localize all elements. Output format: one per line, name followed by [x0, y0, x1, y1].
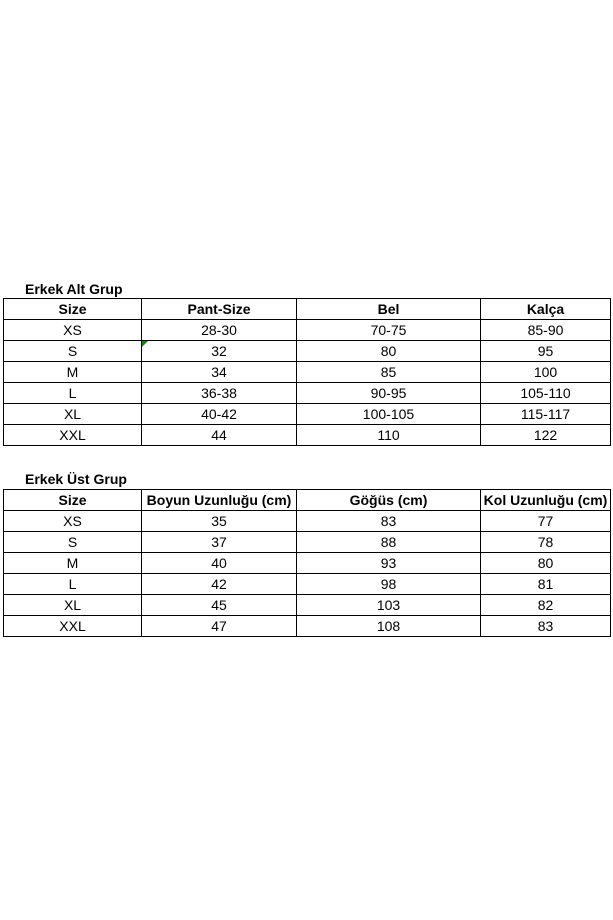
- cell-bel: 80: [297, 341, 481, 362]
- header-bel: Bel: [297, 299, 481, 320]
- table-row: [4, 383, 611, 404]
- cell-kalca: 115-117: [481, 404, 611, 425]
- cell-size: M: [4, 362, 142, 383]
- cell-pant-size: 32: [142, 341, 297, 362]
- table-header-row: [4, 299, 611, 320]
- cell-boyun: 45: [142, 595, 297, 616]
- table-row: [4, 362, 611, 383]
- cell-bel: 85: [297, 362, 481, 383]
- table-row: [4, 404, 611, 425]
- cell-pant-size: 34: [142, 362, 297, 383]
- cell-boyun: 35: [142, 511, 297, 532]
- cell-kol: 80: [481, 553, 611, 574]
- cell-kol: 83: [481, 616, 611, 637]
- cell-pant-size: 44: [142, 425, 297, 446]
- cell-kol: 81: [481, 574, 611, 595]
- table-alt-grup: [3, 298, 611, 446]
- header-boyun-uzunlugu: Boyun Uzunluğu (cm): [142, 490, 297, 511]
- table-row: [4, 511, 611, 532]
- cell-size: S: [4, 341, 142, 362]
- header-pant-size: Pant-Size: [142, 299, 297, 320]
- cell-gogus: 108: [297, 616, 481, 637]
- section-title-ust-grup: Erkek Üst Grup: [25, 471, 127, 487]
- table-ust-grup: [3, 489, 611, 637]
- cell-gogus: 103: [297, 595, 481, 616]
- cell-bel: 90-95: [297, 383, 481, 404]
- header-gogus: Göğüs (cm): [297, 490, 481, 511]
- section-title-alt-grup: Erkek Alt Grup: [25, 281, 123, 297]
- cell-kalca: 122: [481, 425, 611, 446]
- cell-pant-size: 28-30: [142, 320, 297, 341]
- cell-pant-size: 36-38: [142, 383, 297, 404]
- table-row: [4, 574, 611, 595]
- cell-bel: 100-105: [297, 404, 481, 425]
- cell-gogus: 83: [297, 511, 481, 532]
- cell-boyun: 47: [142, 616, 297, 637]
- cell-bel: 70-75: [297, 320, 481, 341]
- cell-kalca: 100: [481, 362, 611, 383]
- cell-size: S: [4, 532, 142, 553]
- table-row: [4, 320, 611, 341]
- cell-size: L: [4, 574, 142, 595]
- table-row: [4, 553, 611, 574]
- cell-size: M: [4, 553, 142, 574]
- cell-kol: 78: [481, 532, 611, 553]
- comment-indicator-icon: [142, 341, 148, 347]
- cell-size: XXL: [4, 616, 142, 637]
- header-size: Size: [4, 490, 142, 511]
- cell-pant-size: 40-42: [142, 404, 297, 425]
- cell-size: XL: [4, 595, 142, 616]
- cell-gogus: 98: [297, 574, 481, 595]
- table-row: [4, 341, 611, 362]
- cell-kol: 77: [481, 511, 611, 532]
- table-row: [4, 532, 611, 553]
- cell-kalca: 95: [481, 341, 611, 362]
- cell-size: XL: [4, 404, 142, 425]
- cell-kalca: 105-110: [481, 383, 611, 404]
- header-kalca: Kalça: [481, 299, 611, 320]
- cell-size: L: [4, 383, 142, 404]
- cell-size: XS: [4, 320, 142, 341]
- header-kol-uzunlugu: Kol Uzunluğu (cm): [481, 490, 611, 511]
- table-row: [4, 595, 611, 616]
- table-header-row: [4, 490, 611, 511]
- table-row: [4, 425, 611, 446]
- cell-boyun: 37: [142, 532, 297, 553]
- cell-kol: 82: [481, 595, 611, 616]
- cell-bel: 110: [297, 425, 481, 446]
- table-row: [4, 616, 611, 637]
- header-size: Size: [4, 299, 142, 320]
- cell-size: XXL: [4, 425, 142, 446]
- cell-kalca: 85-90: [481, 320, 611, 341]
- cell-boyun: 40: [142, 553, 297, 574]
- cell-gogus: 93: [297, 553, 481, 574]
- cell-boyun: 42: [142, 574, 297, 595]
- cell-gogus: 88: [297, 532, 481, 553]
- cell-size: XS: [4, 511, 142, 532]
